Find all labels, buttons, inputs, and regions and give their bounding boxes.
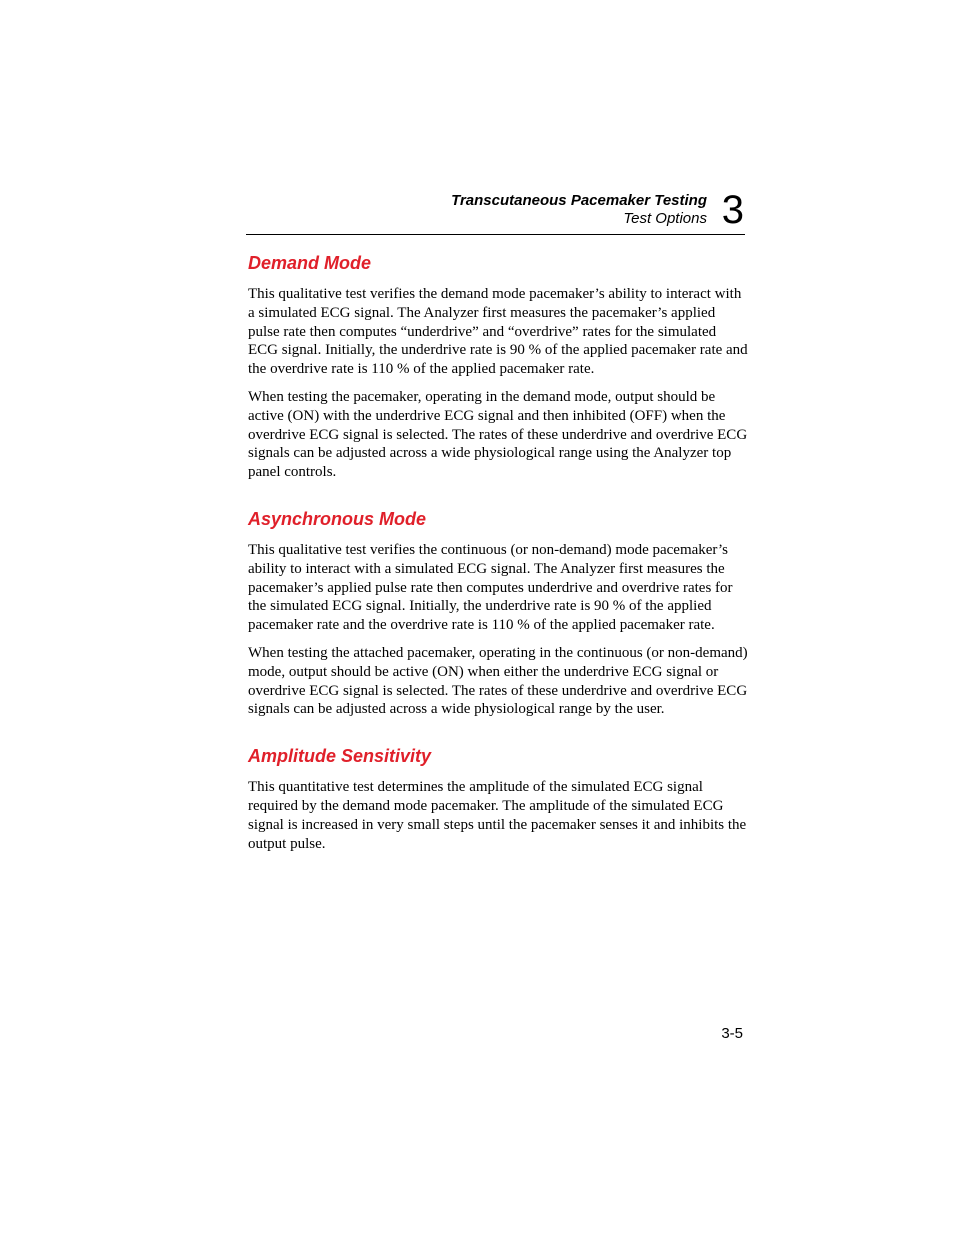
paragraph: This qualitative test verifies the demand mode pacemaker’s ability to interact with a simulated ECG signal. The Analyzer first measures the pacemaker’s applied pulse rate then computes “underdrive” and “overdrive” rates for the simulated ECG signal. Initially, the underdrive rate is 90 % of the applied pacemaker rate and the overdrive rate is 110 % of the applied pacemaker rate.: [248, 286, 748, 378]
page-header: [246, 190, 745, 235]
section-amplitude-sensitivity: [248, 743, 748, 853]
header-subtitle: Test Options: [623, 210, 707, 227]
section-heading: Amplitude Sensitivity: [248, 746, 432, 767]
header-title: Transcutaneous Pacemaker Testing: [451, 192, 707, 209]
paragraph: This qualitative test verifies the continuous (or non-demand) mode pacemaker’s ability to interact with a simulated ECG signal. The Analyzer first measures the pacemaker’s applied pulse rate then computes underdrive and overdrive rates for the simulated ECG signal. Initially, the underdrive rate is 90 % of the applied pacemaker rate and the overdrive rate is 110 % of the applied pacemaker rate.: [248, 541, 733, 634]
header-text: [451, 192, 707, 228]
section-demand-mode: [248, 250, 748, 482]
section-asynchronous-mode: [248, 506, 748, 719]
paragraph: When testing the pacemaker, operating in the demand mode, output should be active (ON) with the underdrive ECG signal and then inhibited (OFF) when the overdrive ECG signal is selected. The rates of these underdrive and overdrive ECG signals can be adjusted across a wide physiological range using the Analyzer top panel controls.: [248, 388, 748, 481]
section-heading: Demand Mode: [248, 253, 372, 273]
chapter-number: 3: [721, 188, 744, 232]
paragraph: When testing the attached pacemaker, operating in the continuous (or non-demand) mode, output should be active (ON) when either the underdrive ECG signal or overdrive ECG signal is selected. The rates of these underdrive and overdrive ECG signals can be adjusted across a wide physiological range by the user.: [248, 644, 748, 718]
page-number: 3-5: [721, 1025, 743, 1042]
section-heading: Asynchronous Mode: [248, 508, 427, 529]
paragraph: This quantitative test determines the amplitude of the simulated ECG signal required by the demand mode pacemaker. The amplitude of the simulated ECG signal is increased in very small steps until the pacemaker senses it and inhibits the output pulse.: [248, 779, 747, 852]
page-content: [248, 250, 748, 877]
